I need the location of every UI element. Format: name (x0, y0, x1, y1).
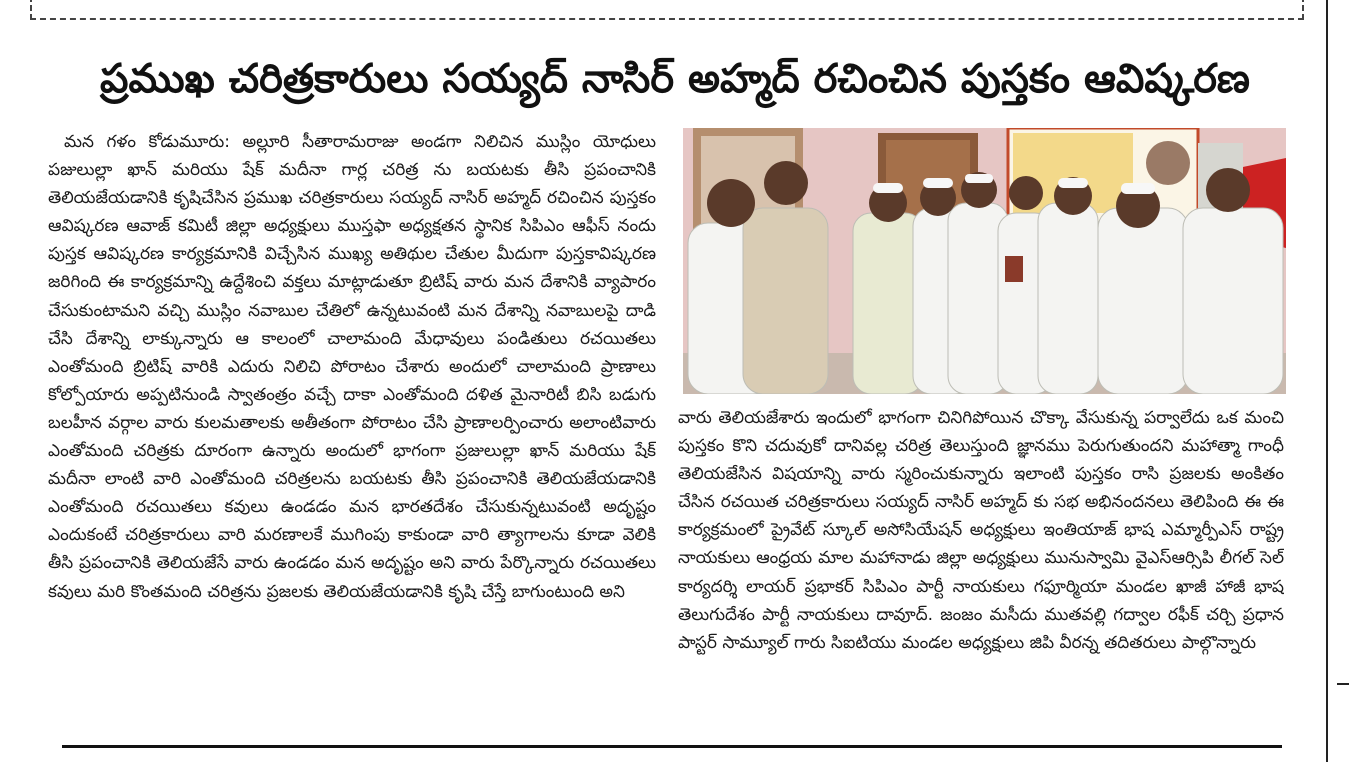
article-headline: ప్రముఖ చరిత్రకారులు సయ్యద్ నాసిర్ అహ్మద్ రచించిన పుస్తకం ఆవిష్కరణ (100, 56, 1250, 102)
article-body-right-column: వారు తెలియజేశారు ఇందులో భాగంగా చినిగిపోయిన చొక్కా వేసుకున్న పర్వాలేదు ఒక మంచి పుస్తకం కొని చదువుకో దానివల్ల చరిత్ర తెలుస్తుంది జ్ఞానము పెరుగుతుందని మహాత్మా గాంధీ తెలియజేసిన విషయాన్ని వారు స్మరించుకున్నారు ఇలాంటి పుస్తకం రాసి ప్రజలకు అంకితం చేసిన రచయిత చరిత్రకారులు సయ్యద్ నాసిర్ అహ్మద్ కు సభ అభినందనలు తెలిపింది ఈ ఈ కార్యక్రమంలో ప్రైవేట్ స్కూల్ అసోసియేషన్ అధ్యక్షులు ఇంతియాజ్ భాష ఎమ్మార్పీఎస్ రాష్ట్ర నాయకులు ఆంధ్రయ మాల మహానాడు జిల్లా అధ్యక్షులు మునుస్వామి వైఎస్ఆర్సిపి లీగల్ సెల్ కార్యదర్శి లాయర్ ప్రభాకర్ సిపిఎం పార్టీ నాయకులు గఫూర్మియా మండల ఖాజీ హాజీ భాష తెలుగుదేశం పార్టీ నాయకులు దావూద్. జంజం మసీదు ముతవల్లి గద్వాల రఫీక్ చర్చి ప్రధాన పాస్టర్ సామ్యూల్ గారు సిఐటియు మండల అధ్యక్షులు జిపి వీరన్న తదితరులు పాల్గొన్నారు (678, 408, 1284, 653)
bottom-rule (62, 745, 1282, 748)
top-dashed-frame (30, 0, 1304, 20)
right-column-rule (1326, 0, 1328, 762)
right-margin-tick (1337, 683, 1349, 685)
article-body-left-column: మన గళం కోడుమూరు: అల్లూరి సీతారామరాజు అండగా నిలిచిన ముస్లిం యోధులు పజులుల్లా ఖాన్ మరియు షేక్ మదీనా గార్ల చరిత్ర ను బయటకు తీసి ప్రపంచానికి తెలియజేయడానికి కృషిచేసిన ప్రముఖ చరిత్రకారులు సయ్యద్ నాసిర్ అహ్మద్ రచించిన పుస్తకం ఆవిష్కరణ ఆవాజ్ కమిటీ జిల్లా అధ్యక్షులు ముస్తఫా అధ్యక్షతన స్థానిక సిపిఎం ఆఫీస్ నందు పుస్తక ఆవిష్కరణ కార్యక్రమానికి విచ్చేసిన ముఖ్య అతిథుల చేతుల మీదుగా పుస్తకావిష్కరణ జరిగింది ఈ కార్యక్రమాన్ని ఉద్దేశించి వక్తలు మాట్లాడుతూ బ్రిటిష్ వారు మన దేశానికి వ్యాపారం చేసుకుంటామని వచ్చి ముస్లిం నవాబుల చేతిలో ఉన్నటువంటి మన దేశాన్ని నవాబులపై దాడి చేసి దేశాన్ని లాక్కున్నారు ఆ కాలంలో చాలామంది మేధావులు పండితులు రచయితలు ఎంతోమంది బ్రిటిష్ వారికి ఎదురు నిలిచి పోరాటం చేశారు అందులో చాలామంది ప్రాణాలు కోల్పోయారు అప్పటినుండి స్వాతంత్రం వచ్చే దాకా ఎంతోమంది దళిత మైనారిటీ బిసి బడుగు బలహీన వర్గాల వారు కులమతాలకు అతీతంగా పోరాటం చేసి ప్రాణాలర్పించారు అలాంటివారు ఎంతోమంది చరిత్రకు దూరంగా ఉన్నారు అందులో భాగంగా ప్రజులుల్లా ఖాన్ మరియు షేక్ మదీనా లాంటి వారి ఎంతోమంది చరిత్రలను బయటకు తీసి ప్రపంచానికి తెలియజేయడానికి ఎంతోమంది రచయితలు కవులు ఉండడం మన భారతదేశం చేసుకున్నటువంటి అదృష్టం ఎందుకంటే చరిత్రకారులు వారి మరణాలకే ముగింపు కాకుండా వారి త్యాగాలను కూడా వెలికి తీసి ప్రపంచానికి తెలియజేసే వారు ఉండడం మన అదృష్టం అని వారు పేర్కొన్నారు రచయితలు కవులు మరి కొంతమంది చరిత్రను ప్రజలకు తెలియజేయడానికి కృషి చేస్తే బాగుంటుంది అని (48, 132, 656, 602)
article-photo (683, 128, 1286, 394)
